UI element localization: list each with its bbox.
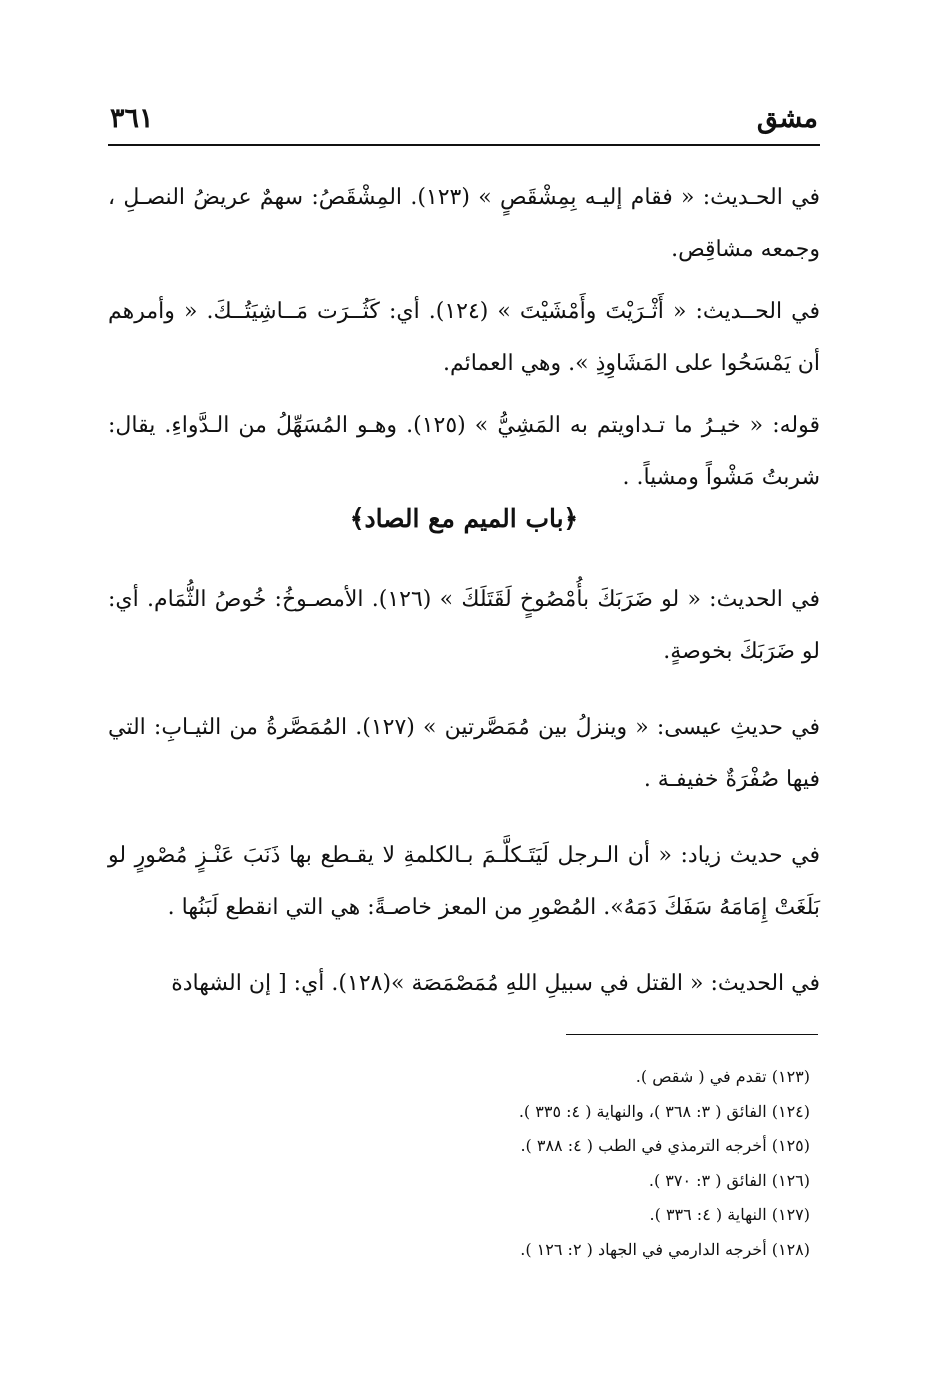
entry-mumasmisah: في الحديث: « القتل في سبيلِ اللهِ مُمَصْمَصَة »(١٢٨). أي: [ إن الشهادة	[171, 971, 820, 996]
footnotes	[300, 1060, 810, 1267]
entry-mashiyy: قوله: « خيـرُ ما تـداويتم به المَشِيُّ » (١٢٥). وهـو المُسَهِّلُ من الـدَّواءِ. يقال: شربتُ مَشْواً ومشياً. .	[108, 413, 820, 490]
header-rule	[108, 144, 820, 146]
entry-athrayta: في الحــديث: « أَثْـرَيْتَ وأَمْشَيْتَ » (١٢٤). أي: كَثُــرَت مَــاشِيَتُــكَ. « وأمرهم أن يَمْسَحُوا على المَشَاوِذِ ». وهي العمائم.	[108, 299, 820, 376]
running-title: مشق	[756, 103, 818, 134]
footnote-124: (١٢٤) الفائق ( ٣: ٣٦٨ )، والنهاية ( ٤: ٣٣٥ ).	[518, 1101, 810, 1121]
entry-umsukh: في الحديث: « لو ضَرَبَكَ بأُمْصُوخٍ لَقَتَلَكَ » (١٢٦). الأمصـوخُ: خُوصُ الثُّمَام. أي: لو ضَرَبَكَ بخوصةٍ.	[108, 587, 820, 664]
footnote-123: (١٢٣) تقدم في ( شقص ).	[635, 1067, 810, 1086]
page-number: ٣٦١	[110, 103, 154, 134]
entry-mishqas: في الحـديث: « فقام إليـه بِمِشْقَصٍ » (١٢٣). المِشْقَصُ: سهمٌ عريضُ النصـلِ ، وجمعه مشاقِص.	[108, 185, 820, 262]
footnote-126: (١٢٦) الفائق ( ٣: ٣٧٠ ).	[648, 1170, 810, 1190]
entries-top	[108, 172, 820, 504]
footnote-128: (١٢٨) أخرجه الدارمي في الجهاد ( ٢: ١٢٦ ).	[520, 1239, 810, 1259]
chapter-heading: ﴿باب الميم مع الصاد﴾	[349, 504, 579, 533]
entries-bottom	[108, 574, 820, 1010]
running-header	[110, 88, 818, 134]
footnote-127: (١٢٧) النهاية ( ٤: ٣٣٦ ).	[649, 1205, 810, 1224]
entry-musawwir: في حديث زياد: « أن الـرجل لَيَتَـكلَّـمَ بـالكلمةِ لا يقـطع بها ذَنَبَ عَنْـزٍ مُصْورٍ لو بَلَغَتْ إِمَامَهُ سَفَكَ دَمَهُ». المُصْورِ من المعز خاصـةً: هي التي انقطع لَبَنُها .	[108, 843, 820, 920]
entry-mumassarah: في حديثِ عيسى: « وينزلُ بين مُمَصَّرتين » (١٢٧). المُمَصَّرةُ من الثيـابِ: التي فيها صُفْرَةٌ خفيفـة .	[108, 715, 821, 792]
footnote-125: (١٢٥) أخرجه الترمذي في الطب ( ٤: ٣٨٨ ).	[520, 1136, 810, 1155]
footnote-rule	[566, 1034, 818, 1035]
